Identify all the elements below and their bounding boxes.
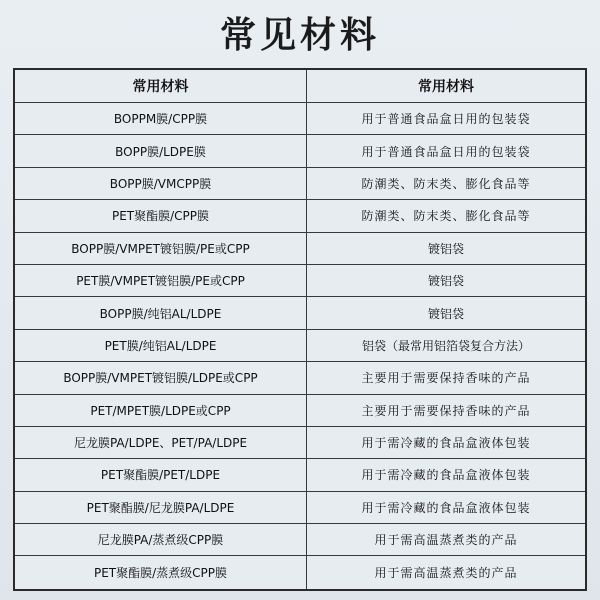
use-cell: 镀铝袋 xyxy=(427,274,464,289)
material-cell: PET膜/VMPET镀铝膜/PE或CPP xyxy=(15,265,307,296)
material-cell: BOPP膜/VMPET镀铝膜/PE或CPP xyxy=(15,233,307,264)
material-cell: PET聚酯膜/CPP膜 xyxy=(15,200,307,231)
use-cell: 用于需冷藏的食品盒液体包装 xyxy=(361,468,531,483)
use-cell: 镀铝袋 xyxy=(427,241,464,256)
table-row xyxy=(15,395,585,427)
use-cell: 镀铝袋 xyxy=(427,306,464,321)
materials-table xyxy=(13,68,587,591)
table-row xyxy=(15,297,585,329)
table-row xyxy=(15,362,585,394)
material-cell: PET/MPET膜/LDPE或CPP xyxy=(15,395,307,426)
table-row xyxy=(15,200,585,232)
use-cell: 用于需高温蒸煮类的产品 xyxy=(374,566,518,581)
use-cell: 防潮类、防末类、膨化食品等 xyxy=(361,176,531,191)
use-cell: 防潮类、防末类、膨化食品等 xyxy=(361,209,531,224)
column-header-use: 常用材料 xyxy=(418,79,474,95)
material-cell: PET聚酯膜/尼龙膜PA/LDPE xyxy=(15,492,307,523)
table-row xyxy=(15,265,585,297)
table-row xyxy=(15,168,585,200)
material-cell: BOPPM膜/CPP膜 xyxy=(15,103,307,134)
material-cell: BOPP膜/LDPE膜 xyxy=(15,135,307,166)
table-header-row xyxy=(15,70,585,103)
material-cell: BOPP膜/纯铝AL/LDPE xyxy=(15,297,307,328)
table-row xyxy=(15,427,585,459)
column-header-material: 常用材料 xyxy=(15,70,307,102)
use-cell: 用于普通食品盒日用的包装袋 xyxy=(361,144,531,159)
material-cell: PET聚酯膜/PET/LDPE xyxy=(15,459,307,490)
table-row xyxy=(15,330,585,362)
table-row xyxy=(15,135,585,167)
use-cell: 用于需冷藏的食品盒液体包装 xyxy=(361,436,531,451)
material-cell: 尼龙膜PA/LDPE、PET/PA/LDPE xyxy=(15,427,307,458)
table-row xyxy=(15,459,585,491)
material-cell: BOPP膜/VMCPP膜 xyxy=(15,168,307,199)
use-cell: 用于普通食品盒日用的包装袋 xyxy=(361,112,531,127)
use-cell: 用于需高温蒸煮类的产品 xyxy=(374,533,518,548)
table-row xyxy=(15,103,585,135)
material-cell: PET膜/纯铝AL/LDPE xyxy=(15,330,307,361)
use-cell: 用于需冷藏的食品盒液体包装 xyxy=(361,500,531,515)
table-row xyxy=(15,524,585,556)
material-cell: PET聚酯膜/蒸煮级CPP膜 xyxy=(15,556,307,588)
material-cell: 尼龙膜PA/蒸煮级CPP膜 xyxy=(15,524,307,555)
page-title: 常见材料 xyxy=(219,14,380,56)
table-row xyxy=(15,556,585,588)
material-cell: BOPP膜/VMPET镀铝膜/LDPE或CPP xyxy=(15,362,307,393)
use-cell: 铝袋（最常用铝箔袋复合方法） xyxy=(361,338,530,353)
table-row xyxy=(15,492,585,524)
table-row xyxy=(15,233,585,265)
use-cell: 主要用于需要保持香味的产品 xyxy=(361,371,531,386)
use-cell: 主要用于需要保持香味的产品 xyxy=(361,403,531,418)
